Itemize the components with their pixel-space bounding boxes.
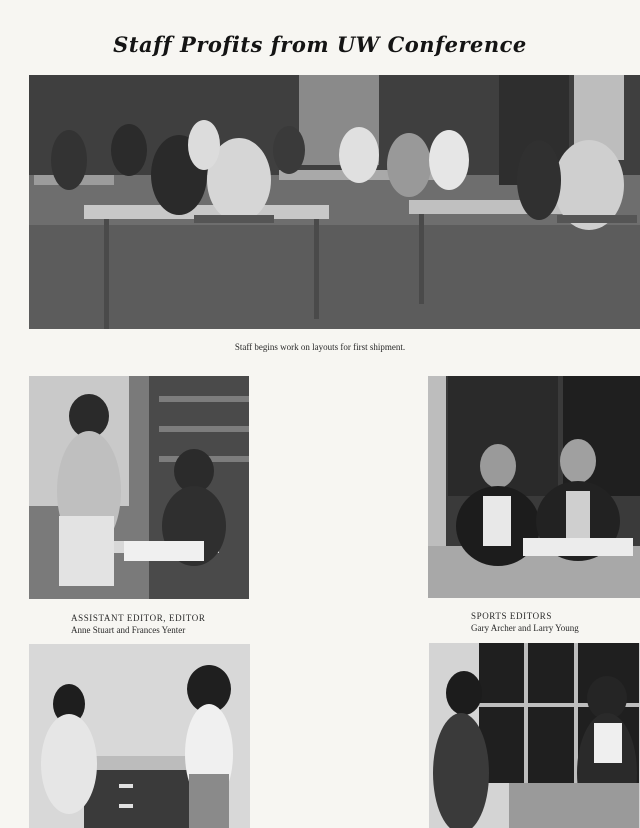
assistant-editor-caption-names: Anne Stuart and Frances Yenter [71, 625, 186, 635]
sports-editors-photo [428, 376, 640, 598]
assistant-editor-photo [29, 376, 249, 599]
bottom-left-photo [29, 644, 250, 828]
page-title: Staff Profits from UW Conference [113, 32, 527, 57]
bottom-right-photo [429, 643, 640, 828]
assistant-editor-caption [71, 612, 291, 636]
sports-editors-caption-title: SPORTS EDITORS [471, 611, 552, 621]
assistant-editor-caption-title: ASSISTANT EDITOR, EDITOR [71, 613, 206, 623]
sports-editors-caption-names: Gary Archer and Larry Young [471, 623, 579, 633]
top-photo-caption: Staff begins work on layouts for first shipment. [234, 342, 406, 352]
classroom-photo [29, 75, 640, 329]
sports-editors-caption [471, 610, 640, 634]
